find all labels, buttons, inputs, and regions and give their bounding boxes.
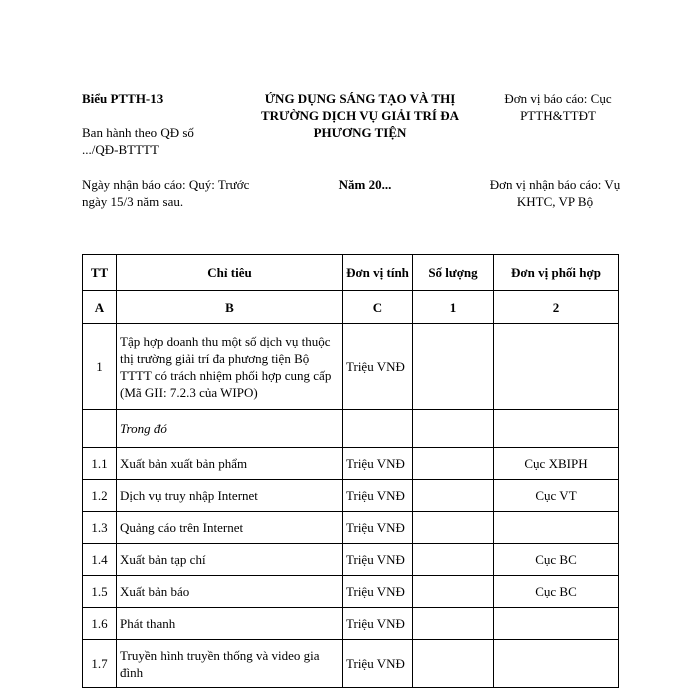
row-quantity [413, 576, 494, 608]
row-unit: Triệu VNĐ [343, 480, 413, 512]
column-header: Chỉ tiêu [117, 255, 343, 291]
row-unit: Triệu VNĐ [343, 512, 413, 544]
row-unit: Triệu VNĐ [343, 640, 413, 688]
row-coordinator [494, 512, 619, 544]
row-number: 1.2 [83, 480, 117, 512]
column-code: 2 [494, 291, 619, 324]
receive-date: Ngày nhận báo cáo: Quý: Trước ngày 15/3 năm sau. [82, 177, 250, 209]
table-row [83, 448, 619, 480]
row-coordinator: Cục XBIPH [494, 448, 619, 480]
column-code: C [343, 291, 413, 324]
column-code: A [83, 291, 117, 324]
table-header-row [83, 255, 619, 291]
row-indicator: Xuất bản xuất bản phẩm [117, 448, 343, 480]
row-number: 1.3 [83, 512, 117, 544]
column-header: Đơn vị tính [343, 255, 413, 291]
issued-by-decision: Ban hành theo QĐ số .../QĐ-BTTTT [82, 125, 194, 157]
row-quantity [413, 544, 494, 576]
column-header: TT [83, 255, 117, 291]
row-unit: Triệu VNĐ [343, 324, 413, 410]
report-title: ỨNG DỤNG SÁNG TẠO VÀ THỊ TRƯỜNG DỊCH VỤ GIẢI TRÍ ĐA PHƯƠNG TIỆN [260, 91, 460, 140]
column-code-row [83, 291, 619, 324]
table-row [83, 410, 619, 448]
row-coordinator: Cục BC [494, 544, 619, 576]
row-quantity [413, 608, 494, 640]
row-number: 1.5 [83, 576, 117, 608]
row-quantity [413, 410, 494, 448]
row-indicator: Dịch vụ truy nhập Internet [117, 480, 343, 512]
row-indicator: Xuất bản tạp chí [117, 544, 343, 576]
row-unit: Triệu VNĐ [343, 448, 413, 480]
form-code: Biểu PTTH-13 [82, 91, 164, 106]
table-row [83, 544, 619, 576]
row-coordinator [494, 608, 619, 640]
row-coordinator [494, 410, 619, 448]
row-unit [343, 410, 413, 448]
row-quantity [413, 640, 494, 688]
row-number [83, 410, 117, 448]
table-row [83, 480, 619, 512]
row-number: 1.1 [83, 448, 117, 480]
table-row [83, 576, 619, 608]
row-number: 1.4 [83, 544, 117, 576]
report-table [82, 254, 619, 688]
table-row [83, 640, 619, 688]
row-quantity [413, 324, 494, 410]
row-indicator: Truyền hình truyền thống và video gia đình [117, 640, 343, 688]
row-indicator: Xuất bản báo [117, 576, 343, 608]
table-row [83, 608, 619, 640]
row-coordinator [494, 324, 619, 410]
row-indicator: Phát thanh [117, 608, 343, 640]
column-header: Số lượng [413, 255, 494, 291]
row-indicator: Trong đó [117, 410, 343, 448]
column-header: Đơn vị phối hợp [494, 255, 619, 291]
row-indicator: Tập hợp doanh thu một số dịch vụ thuộc thị trường giải trí đa phương tiện Bộ TTTT có trách nhiệm phối hợp cung cấp (Mã GII: 7.2.3 của WIPO) [117, 324, 343, 410]
column-code: B [117, 291, 343, 324]
row-coordinator: Cục BC [494, 576, 619, 608]
table-row [83, 512, 619, 544]
row-indicator: Quảng cáo trên Internet [117, 512, 343, 544]
table-row [83, 324, 619, 410]
row-quantity [413, 512, 494, 544]
row-quantity [413, 480, 494, 512]
row-number: 1.7 [83, 640, 117, 688]
reporting-unit: Đơn vị báo cáo: Cục PTTH&TTĐT [504, 91, 612, 123]
row-coordinator [494, 640, 619, 688]
row-coordinator: Cục VT [494, 480, 619, 512]
receiving-unit: Đơn vị nhận báo cáo: Vụ KHTC, VP Bộ [489, 177, 621, 209]
row-unit: Triệu VNĐ [343, 576, 413, 608]
row-unit: Triệu VNĐ [343, 608, 413, 640]
row-number: 1 [83, 324, 117, 410]
row-unit: Triệu VNĐ [343, 544, 413, 576]
column-code: 1 [413, 291, 494, 324]
row-number: 1.6 [83, 608, 117, 640]
report-year: Năm 20... [338, 177, 392, 192]
row-quantity [413, 448, 494, 480]
